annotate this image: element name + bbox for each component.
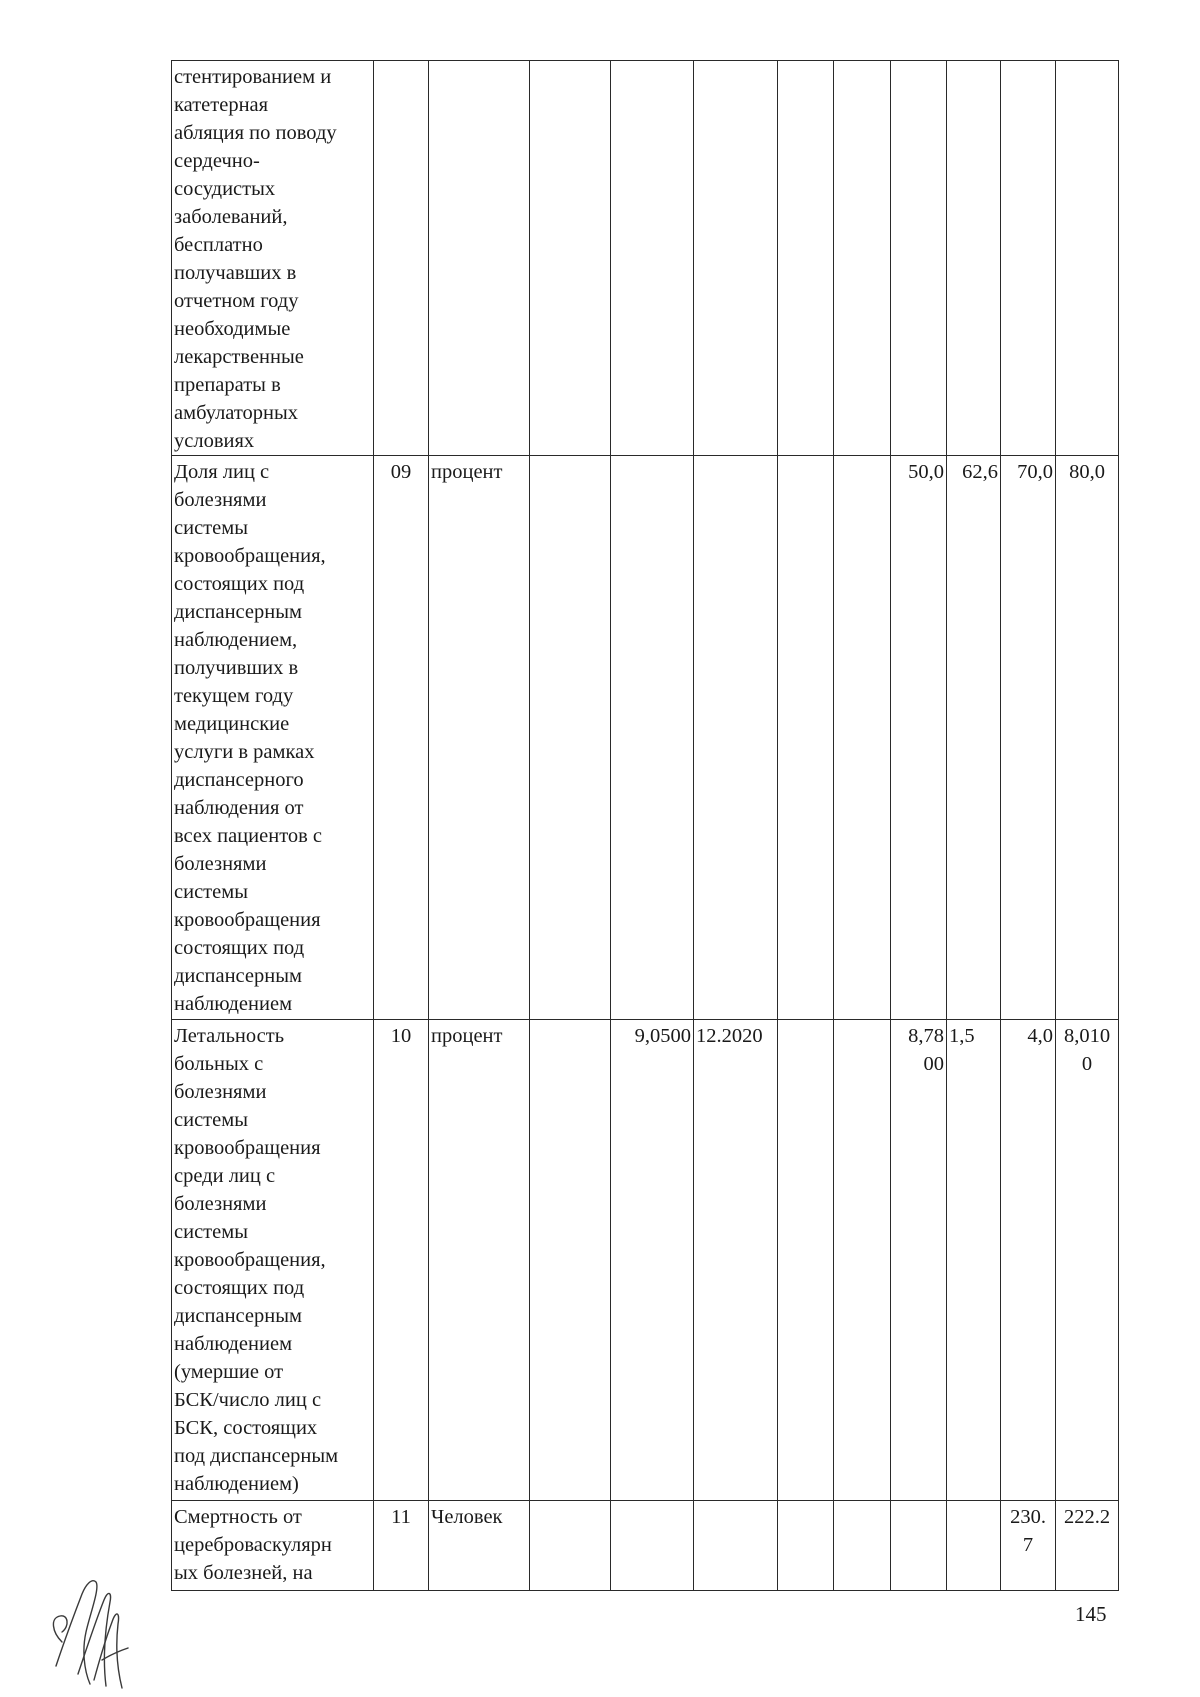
value-cell: 4,0	[1001, 1020, 1056, 1501]
value-cell	[530, 456, 611, 1020]
handwritten-signature	[42, 1570, 142, 1690]
value-cell	[834, 1501, 891, 1591]
value-cell: 80,0	[1056, 456, 1119, 1020]
value-cell	[834, 61, 891, 456]
indicator-description: стентированием и катетерная абляция по поводу сердечно- сосудистых заболеваний, бесплатно получавших в отчетном году необходимые лекарственные препараты в амбулаторных условиях	[172, 61, 374, 456]
value-cell: 230. 7	[1001, 1501, 1056, 1591]
table-row	[172, 456, 1119, 1020]
value-cell	[530, 1501, 611, 1591]
value-cell	[778, 456, 834, 1020]
value-cell	[947, 61, 1001, 456]
indicator-description: Летальность больных с болезнями системы кровообращения среди лиц с болезнями системы кровообращения, состоящих под диспансерным наблюдением (умершие от БСК/число лиц с БСК, состоящих под диспансерным наблюдением)	[172, 1020, 374, 1501]
value-cell	[1001, 61, 1056, 456]
value-cell	[834, 1020, 891, 1501]
value-cell: 50,0	[891, 456, 947, 1020]
indicator-code: 10	[374, 1020, 429, 1501]
value-cell	[891, 1501, 947, 1591]
value-cell: 8,78 00	[891, 1020, 947, 1501]
value-cell: 8,010 0	[1056, 1020, 1119, 1501]
indicator-description: Смертность от цереброваскулярн ых болезней, на	[172, 1501, 374, 1591]
page-number: 145	[1075, 1602, 1107, 1626]
value-cell: 222.2	[1056, 1501, 1119, 1591]
value-cell	[694, 456, 778, 1020]
value-cell: 70,0	[1001, 456, 1056, 1020]
indicator-code: 09	[374, 456, 429, 1020]
value-cell	[611, 1501, 694, 1591]
value-cell	[778, 1501, 834, 1591]
unit-cell: Человек	[429, 1501, 530, 1591]
unit-cell: процент	[429, 1020, 530, 1501]
indicator-code: 11	[374, 1501, 429, 1591]
value-cell	[530, 61, 611, 456]
value-cell: 1,5	[947, 1020, 1001, 1501]
value-cell	[530, 1020, 611, 1501]
value-cell	[778, 61, 834, 456]
value-cell: 12.2020	[694, 1020, 778, 1501]
value-cell	[694, 61, 778, 456]
indicators-table	[171, 60, 1119, 1591]
value-cell	[947, 1501, 1001, 1591]
value-cell	[611, 456, 694, 1020]
unit-cell: процент	[429, 456, 530, 1020]
table-row	[172, 1020, 1119, 1501]
value-cell: 9,0500	[611, 1020, 694, 1501]
unit-cell	[429, 61, 530, 456]
indicator-code	[374, 61, 429, 456]
indicator-description: Доля лиц с болезнями системы кровообращения, состоящих под диспансерным наблюдением, получивших в текущем году медицинские услуги в рамках диспансерного наблюдения от всех пациентов с болезнями системы кровообращения состоящих под диспансерным наблюдением	[172, 456, 374, 1020]
value-cell	[834, 456, 891, 1020]
value-cell: 62,6	[947, 456, 1001, 1020]
table-row	[172, 1501, 1119, 1591]
value-cell	[611, 61, 694, 456]
table-row	[172, 61, 1119, 456]
value-cell	[1056, 61, 1119, 456]
value-cell	[694, 1501, 778, 1591]
value-cell	[778, 1020, 834, 1501]
value-cell	[891, 61, 947, 456]
